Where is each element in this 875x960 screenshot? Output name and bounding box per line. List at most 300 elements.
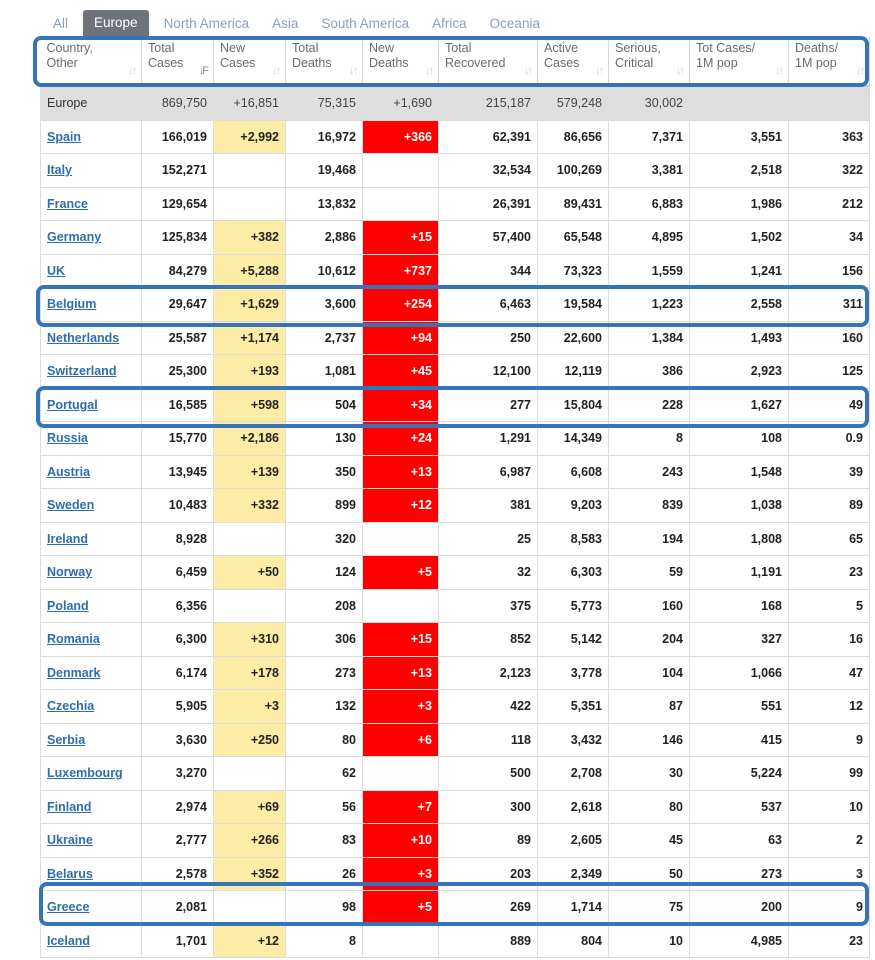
cell-total-cases: 25,300 <box>142 355 214 389</box>
cell-serious: 30,002 <box>609 86 690 120</box>
cell-total-recovered: 26,391 <box>439 187 538 221</box>
cell-new-cases: +178 <box>214 656 286 690</box>
country-link[interactable]: Sweden <box>47 498 95 513</box>
cell-active-cases: 19,584 <box>538 288 609 322</box>
table-row <box>41 656 870 690</box>
cell-total-recovered: 118 <box>439 723 538 757</box>
cell-serious: 8 <box>609 422 690 456</box>
cell-total-recovered: 32,534 <box>439 154 538 188</box>
table-row <box>41 288 870 322</box>
column-header-label-line2: Cases <box>148 56 184 70</box>
cell-deaths-per-1m: 47 <box>789 656 870 690</box>
sort-icon[interactable]: ↓↑ <box>128 65 135 77</box>
cell-country <box>41 790 142 824</box>
cell-total-deaths: 208 <box>286 589 363 623</box>
cell-serious: 386 <box>609 355 690 389</box>
cell-cases-per-1m: 415 <box>690 723 789 757</box>
cell-new-cases: +12 <box>214 924 286 958</box>
cell-serious: 50 <box>609 857 690 891</box>
table-row <box>41 891 870 925</box>
total-row <box>41 86 870 120</box>
column-header-2[interactable] <box>214 37 286 86</box>
table-row <box>41 556 870 590</box>
cell-serious: 146 <box>609 723 690 757</box>
cell-serious: 228 <box>609 388 690 422</box>
cell-serious: 59 <box>609 556 690 590</box>
cell-total-cases: 3,630 <box>142 723 214 757</box>
cell-total-recovered: 1,291 <box>439 422 538 456</box>
country-link[interactable]: Czechia <box>47 699 95 714</box>
cell-total-cases: 3,270 <box>142 757 214 791</box>
cell-new-deaths <box>363 924 439 958</box>
cell-cases-per-1m: 1,493 <box>690 321 789 355</box>
cell-total-cases: 6,300 <box>142 623 214 657</box>
cell-new-cases <box>214 891 286 925</box>
cell-active-cases: 12,119 <box>538 355 609 389</box>
cell-country <box>41 522 142 556</box>
cell-total-cases: 15,770 <box>142 422 214 456</box>
cell-total-recovered: 62,391 <box>439 120 538 154</box>
cell-new-cases <box>214 522 286 556</box>
column-header-9[interactable] <box>789 37 870 86</box>
cell-total-cases: 6,459 <box>142 556 214 590</box>
cell-new-cases: +16,851 <box>214 86 286 120</box>
table-row <box>41 857 870 891</box>
cell-deaths-per-1m: 10 <box>789 790 870 824</box>
cell-serious: 6,883 <box>609 187 690 221</box>
cell-total-recovered: 32 <box>439 556 538 590</box>
column-header-label-line1: New <box>220 41 246 55</box>
country-link[interactable]: Portugal <box>47 397 98 412</box>
column-header-label-line2: Cases <box>544 56 580 70</box>
cell-total-cases: 1,701 <box>142 924 214 958</box>
cell-serious: 30 <box>609 757 690 791</box>
column-header-6[interactable] <box>538 37 609 86</box>
cell-total-recovered: 889 <box>439 924 538 958</box>
country-link[interactable]: Iceland <box>47 933 91 948</box>
cell-total-deaths: 320 <box>286 522 363 556</box>
cell-cases-per-1m: 1,627 <box>690 388 789 422</box>
cell-serious: 80 <box>609 790 690 824</box>
sort-icon[interactable]: ↓↑ <box>524 65 531 77</box>
cell-cases-per-1m: 2,923 <box>690 355 789 389</box>
cell-serious: 204 <box>609 623 690 657</box>
cell-total-recovered: 250 <box>439 321 538 355</box>
cell-total-recovered: 215,187 <box>439 86 538 120</box>
cell-deaths-per-1m: 39 <box>789 455 870 489</box>
cell-country <box>41 120 142 154</box>
country-link[interactable]: Switzerland <box>47 364 117 379</box>
cell-deaths-per-1m: 23 <box>789 924 870 958</box>
cell-total-deaths: 273 <box>286 656 363 690</box>
cell-new-cases: +193 <box>214 355 286 389</box>
cell-new-cases: +352 <box>214 857 286 891</box>
table-row <box>41 489 870 523</box>
cell-total-deaths: 124 <box>286 556 363 590</box>
cell-new-deaths <box>363 154 439 188</box>
column-header-label-line2: Deaths <box>292 56 332 70</box>
cell-total-deaths: 899 <box>286 489 363 523</box>
cell-cases-per-1m: 1,066 <box>690 656 789 690</box>
cell-cases-per-1m: 1,191 <box>690 556 789 590</box>
cell-country <box>41 723 142 757</box>
country-link[interactable]: Romania <box>47 632 100 647</box>
cell-new-deaths: +5 <box>363 556 439 590</box>
cell-active-cases: 22,600 <box>538 321 609 355</box>
cell-deaths-per-1m: 3 <box>789 857 870 891</box>
table-row <box>41 589 870 623</box>
cell-deaths-per-1m: 363 <box>789 120 870 154</box>
cell-cases-per-1m: 537 <box>690 790 789 824</box>
cell-cases-per-1m: 1,548 <box>690 455 789 489</box>
cell-active-cases: 804 <box>538 924 609 958</box>
cell-total-recovered: 89 <box>439 824 538 858</box>
column-header-label-line1: New <box>369 41 395 55</box>
cell-total-deaths: 26 <box>286 857 363 891</box>
cell-total-cases: 125,834 <box>142 221 214 255</box>
tab-oceania[interactable]: Oceania <box>489 16 540 31</box>
cell-total-cases: 6,356 <box>142 589 214 623</box>
country-link[interactable]: Poland <box>47 598 89 613</box>
country-link[interactable]: Austria <box>47 464 91 479</box>
country-link[interactable]: Luxembourg <box>47 766 123 781</box>
cell-total-cases: 25,587 <box>142 321 214 355</box>
cell-active-cases: 14,349 <box>538 422 609 456</box>
cell-new-deaths: +15 <box>363 221 439 255</box>
cell-country <box>41 857 142 891</box>
table-row <box>41 924 870 958</box>
cell-country <box>41 690 142 724</box>
cell-serious: 45 <box>609 824 690 858</box>
cell-active-cases: 86,656 <box>538 120 609 154</box>
cell-new-deaths <box>363 589 439 623</box>
cell-new-cases: +310 <box>214 623 286 657</box>
cell-active-cases: 1,714 <box>538 891 609 925</box>
sort-icon[interactable]: ↓↑ <box>349 65 356 77</box>
cell-cases-per-1m: 273 <box>690 857 789 891</box>
cell-new-cases: +1,629 <box>214 288 286 322</box>
cell-cases-per-1m: 1,038 <box>690 489 789 523</box>
cell-total-cases: 152,271 <box>142 154 214 188</box>
cell-country <box>41 321 142 355</box>
cell-new-deaths: +34 <box>363 388 439 422</box>
table-row <box>41 757 870 791</box>
cell-new-deaths <box>363 522 439 556</box>
cell-new-cases: +266 <box>214 824 286 858</box>
country-link[interactable]: Belarus <box>47 866 93 881</box>
sort-descending-icon[interactable]: ↓F <box>198 65 207 77</box>
cell-total-cases: 869,750 <box>142 86 214 120</box>
table-row <box>41 723 870 757</box>
sort-icon[interactable]: ↓↑ <box>272 65 279 77</box>
cell-serious: 4,895 <box>609 221 690 255</box>
cell-serious: 104 <box>609 656 690 690</box>
column-header-label-line1: Tot Cases/ <box>696 41 756 55</box>
country-link[interactable]: France <box>47 196 88 211</box>
cell-new-deaths: +3 <box>363 857 439 891</box>
column-header-5[interactable] <box>439 37 538 86</box>
table-row <box>41 154 870 188</box>
cell-total-deaths: 56 <box>286 790 363 824</box>
cell-cases-per-1m: 1,808 <box>690 522 789 556</box>
cell-deaths-per-1m: 160 <box>789 321 870 355</box>
cell-total-recovered: 6,987 <box>439 455 538 489</box>
column-header-label-line2: 1M pop <box>696 56 738 70</box>
table-row <box>41 623 870 657</box>
cell-total-cases: 8,928 <box>142 522 214 556</box>
cell-total-cases: 13,945 <box>142 455 214 489</box>
cell-new-deaths: +254 <box>363 288 439 322</box>
cell-total-deaths: 1,081 <box>286 355 363 389</box>
cell-total-cases: 10,483 <box>142 489 214 523</box>
country-link[interactable]: Norway <box>47 565 93 580</box>
cell-total-recovered: 300 <box>439 790 538 824</box>
sort-icon[interactable]: ↓↑ <box>856 65 863 77</box>
cell-cases-per-1m: 1,241 <box>690 254 789 288</box>
cell-active-cases: 5,142 <box>538 623 609 657</box>
cell-deaths-per-1m: 2 <box>789 824 870 858</box>
column-header-3[interactable] <box>286 37 363 86</box>
cell-deaths-per-1m: 23 <box>789 556 870 590</box>
cell-total-recovered: 344 <box>439 254 538 288</box>
cell-active-cases: 3,778 <box>538 656 609 690</box>
cell-new-cases: +250 <box>214 723 286 757</box>
cell-total-deaths: 132 <box>286 690 363 724</box>
cell-total-deaths: 350 <box>286 455 363 489</box>
cell-active-cases: 5,773 <box>538 589 609 623</box>
country-link[interactable]: Ireland <box>47 531 88 546</box>
cell-serious: 87 <box>609 690 690 724</box>
cell-country <box>41 757 142 791</box>
sort-icon[interactable]: ↓↑ <box>676 65 683 77</box>
country-link[interactable]: Greece <box>47 900 90 915</box>
cell-total-deaths: 13,832 <box>286 187 363 221</box>
cell-active-cases: 100,269 <box>538 154 609 188</box>
column-header-label-line1: Total <box>292 41 319 55</box>
table-row <box>41 120 870 154</box>
cell-new-deaths: +1,690 <box>363 86 439 120</box>
column-header-0[interactable] <box>41 37 142 86</box>
cell-total-deaths: 75,315 <box>286 86 363 120</box>
cell-active-cases: 579,248 <box>538 86 609 120</box>
cell-cases-per-1m: 5,224 <box>690 757 789 791</box>
cell-total-deaths: 306 <box>286 623 363 657</box>
cell-deaths-per-1m: 9 <box>789 891 870 925</box>
column-header-label-line2: Other <box>46 56 78 70</box>
cell-cases-per-1m <box>690 86 789 120</box>
cell-deaths-per-1m: 5 <box>789 589 870 623</box>
country-link[interactable]: Russia <box>47 431 88 446</box>
cell-serious: 75 <box>609 891 690 925</box>
column-header-label-line1: Serious, <box>615 41 661 55</box>
cell-active-cases: 9,203 <box>538 489 609 523</box>
column-header-label-line2: 1M pop <box>795 56 837 70</box>
sort-icon[interactable]: ↓↑ <box>595 65 602 77</box>
column-header-4[interactable] <box>363 37 439 86</box>
cell-total-recovered: 269 <box>439 891 538 925</box>
cell-country <box>41 254 142 288</box>
cell-total-deaths: 19,468 <box>286 154 363 188</box>
cell-new-deaths: +13 <box>363 455 439 489</box>
cell-total-cases: 2,578 <box>142 857 214 891</box>
cell-cases-per-1m: 108 <box>690 422 789 456</box>
cell-country <box>41 891 142 925</box>
column-header-label-line1: Total <box>148 41 175 55</box>
cell-active-cases: 3,432 <box>538 723 609 757</box>
cell-total-cases: 129,654 <box>142 187 214 221</box>
cell-country <box>41 355 142 389</box>
cell-serious: 1,559 <box>609 254 690 288</box>
cell-country <box>41 455 142 489</box>
cell-total-cases: 2,974 <box>142 790 214 824</box>
cell-total-cases: 2,081 <box>142 891 214 925</box>
cell-cases-per-1m: 327 <box>690 623 789 657</box>
table-row <box>41 690 870 724</box>
cell-active-cases: 6,303 <box>538 556 609 590</box>
cell-new-deaths: +6 <box>363 723 439 757</box>
cell-country <box>41 589 142 623</box>
cell-new-cases <box>214 187 286 221</box>
cell-total-recovered: 12,100 <box>439 355 538 389</box>
cell-total-recovered: 57,400 <box>439 221 538 255</box>
cell-new-deaths: +737 <box>363 254 439 288</box>
cell-total-recovered: 2,123 <box>439 656 538 690</box>
cell-serious: 1,223 <box>609 288 690 322</box>
tab-south-america[interactable]: South America <box>321 16 410 31</box>
column-header-7[interactable] <box>609 37 690 86</box>
sort-icon[interactable]: ↓↑ <box>775 65 782 77</box>
cell-deaths-per-1m: 89 <box>789 489 870 523</box>
column-header-label-line1: Active <box>544 41 579 55</box>
country-link[interactable]: Spain <box>47 129 82 144</box>
cell-total-deaths: 10,612 <box>286 254 363 288</box>
cell-cases-per-1m: 2,518 <box>690 154 789 188</box>
column-header-label-line2: Cases <box>220 56 256 70</box>
cell-active-cases: 2,618 <box>538 790 609 824</box>
cell-deaths-per-1m: 322 <box>789 154 870 188</box>
cell-total-recovered: 381 <box>439 489 538 523</box>
cell-deaths-per-1m: 311 <box>789 288 870 322</box>
table-row <box>41 790 870 824</box>
cell-cases-per-1m: 200 <box>690 891 789 925</box>
cell-country <box>41 556 142 590</box>
cell-active-cases: 6,608 <box>538 455 609 489</box>
cell-country <box>41 623 142 657</box>
cell-deaths-per-1m: 156 <box>789 254 870 288</box>
sort-icon[interactable]: ↓↑ <box>425 65 432 77</box>
cell-cases-per-1m: 2,558 <box>690 288 789 322</box>
country-link[interactable]: UK <box>47 263 66 278</box>
country-link[interactable]: Ukraine <box>47 833 93 848</box>
cell-new-cases: +139 <box>214 455 286 489</box>
tab-europe[interactable]: Europe <box>83 10 149 36</box>
cell-total-recovered: 25 <box>439 522 538 556</box>
cell-new-deaths <box>363 187 439 221</box>
table-row <box>41 355 870 389</box>
tab-asia[interactable]: Asia <box>272 16 299 31</box>
cell-total-cases: 5,905 <box>142 690 214 724</box>
table-row <box>41 221 870 255</box>
tab-all[interactable]: All <box>53 16 69 31</box>
cell-total-deaths: 2,737 <box>286 321 363 355</box>
cell-new-cases: +5,288 <box>214 254 286 288</box>
cell-serious: 1,384 <box>609 321 690 355</box>
country-link[interactable]: Serbia <box>47 732 86 747</box>
cell-total-recovered: 852 <box>439 623 538 657</box>
cell-total-cases: 166,019 <box>142 120 214 154</box>
cell-deaths-per-1m: 12 <box>789 690 870 724</box>
cell-country <box>41 187 142 221</box>
cell-new-cases: +382 <box>214 221 286 255</box>
cell-country <box>41 924 142 958</box>
cell-total-deaths: 62 <box>286 757 363 791</box>
cell-active-cases: 65,548 <box>538 221 609 255</box>
column-header-1[interactable] <box>142 37 214 86</box>
cell-country <box>41 422 142 456</box>
cell-new-deaths: +5 <box>363 891 439 925</box>
country-link[interactable]: Belgium <box>47 297 97 312</box>
cell-total-deaths: 3,600 <box>286 288 363 322</box>
country-link[interactable]: Germany <box>47 230 102 245</box>
table-row <box>41 254 870 288</box>
covid-stats-table <box>40 37 870 958</box>
cell-serious: 7,371 <box>609 120 690 154</box>
cell-country <box>41 388 142 422</box>
cell-country <box>41 489 142 523</box>
cell-active-cases: 2,349 <box>538 857 609 891</box>
region-tabs <box>40 10 555 36</box>
cell-cases-per-1m: 3,551 <box>690 120 789 154</box>
cell-country: Europe <box>41 86 142 120</box>
cell-serious: 194 <box>609 522 690 556</box>
cell-serious: 160 <box>609 589 690 623</box>
cell-country <box>41 154 142 188</box>
cell-deaths-per-1m: 99 <box>789 757 870 791</box>
cell-new-deaths: +13 <box>363 656 439 690</box>
cell-cases-per-1m: 168 <box>690 589 789 623</box>
cell-new-cases: +1,174 <box>214 321 286 355</box>
table-row <box>41 187 870 221</box>
cell-total-deaths: 130 <box>286 422 363 456</box>
country-link[interactable]: Netherlands <box>47 330 120 345</box>
country-link[interactable]: Italy <box>47 163 73 178</box>
table-header-row <box>41 37 870 86</box>
column-header-8[interactable] <box>690 37 789 86</box>
cell-cases-per-1m: 1,502 <box>690 221 789 255</box>
cell-new-deaths: +15 <box>363 623 439 657</box>
cell-total-deaths: 2,886 <box>286 221 363 255</box>
cell-new-deaths: +24 <box>363 422 439 456</box>
tab-africa[interactable]: Africa <box>432 16 467 31</box>
cell-deaths-per-1m <box>789 86 870 120</box>
cell-deaths-per-1m: 0.9 <box>789 422 870 456</box>
cell-new-deaths: +366 <box>363 120 439 154</box>
cell-total-cases: 16,585 <box>142 388 214 422</box>
table-row <box>41 321 870 355</box>
cell-new-cases: +69 <box>214 790 286 824</box>
cell-new-cases <box>214 757 286 791</box>
cell-active-cases: 73,323 <box>538 254 609 288</box>
country-link[interactable]: Denmark <box>47 665 101 680</box>
cell-cases-per-1m: 63 <box>690 824 789 858</box>
country-link[interactable]: Finland <box>47 799 92 814</box>
cell-deaths-per-1m: 34 <box>789 221 870 255</box>
cell-total-deaths: 16,972 <box>286 120 363 154</box>
tab-north-america[interactable]: North America <box>163 16 250 31</box>
cell-new-cases <box>214 589 286 623</box>
column-header-label-line1: Country, <box>46 41 93 55</box>
cell-total-deaths: 80 <box>286 723 363 757</box>
